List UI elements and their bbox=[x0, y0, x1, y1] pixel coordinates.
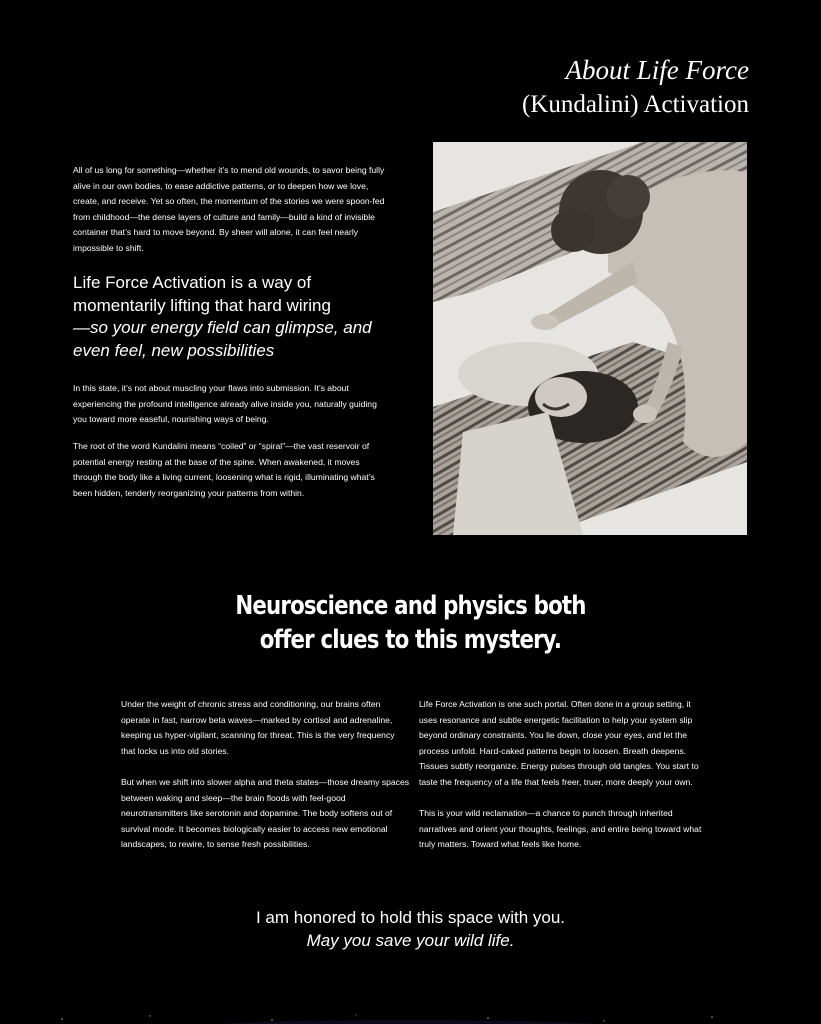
pull-quote-plain: Life Force Activation is a way of momentarily lifting that hard wiring bbox=[73, 273, 331, 315]
session-photo-illustration bbox=[433, 142, 747, 535]
headline-line-1: Neuroscience and physics both bbox=[235, 591, 586, 621]
page-heading bbox=[522, 52, 749, 122]
left-text-column bbox=[121, 697, 411, 869]
closing-statement bbox=[0, 906, 821, 952]
closing-line-2: May you save your wild life. bbox=[306, 931, 515, 950]
pull-quote bbox=[73, 272, 403, 362]
right-paragraph-1: Life Force Activation is one such portal. Often done in a group setting, it uses resonance and subtle energetic facilitation to help your system slip beyond ordinary constraints. You lie down, close your eyes, and let the process unfold. Hard-caked patterns begin to loosen. Breath deepens. Tissues subtly reorganize. Energy pulses through old tangles. You start to taste the frequency of a life that feels freer, truer, more deeply your own. bbox=[419, 699, 699, 787]
closing-line-1: I am honored to hold this space with you. bbox=[255, 908, 565, 927]
heading-line-1: About Life Force bbox=[565, 55, 749, 85]
headline-line-2: offer clues to this mystery. bbox=[259, 625, 562, 655]
starfield-decoration bbox=[0, 1010, 821, 1024]
session-photo bbox=[433, 142, 747, 535]
heading-line-2: (Kundalini) Activation bbox=[521, 91, 749, 118]
section-headline bbox=[74, 589, 747, 657]
left-paragraph-1: Under the weight of chronic stress and conditioning, our brains often operate in fast, narrow beta waves—marked by cortisol and adrenaline, keeping us hyper-vigilant, scanning for threat. This is the very frequency that locks us into old stories. bbox=[121, 699, 395, 756]
right-text-column bbox=[419, 697, 709, 869]
left-paragraph-2: But when we shift into slower alpha and theta states—those dreamy spaces between waking and sleep—the brain floods with feel-good neurotransmitters like serotonin and dopamine. The body softens out of survival mode. It becomes biologically easier to access new emotional landscapes, to rewire, to sense fresh possibilities. bbox=[121, 776, 410, 850]
pull-quote-italic: —so your energy field can glimpse, and even feel, new possibilities bbox=[73, 318, 372, 360]
intro-paragraph: All of us long for something—whether it’s to mend old wounds, to savor being fully alive in our own bodies, to ease addictive patterns, or to deepen how we love, create, and receive. Yet so often, the momentum of the stories we were spoon-fed from childhood—the dense layers of culture and family—build a kind of invisible container that’s hard to move beyond. By sheer will alone, it can feel nearly impossible to shift. bbox=[73, 165, 385, 253]
paragraph-kundalini-root: The root of the word Kundalini means “coiled” or “spiral”—the vast reservoir of potential energy resting at the base of the spine. When awakened, it moves through the body like a living current, loosening what is rigid, illuminating what’s been hidden, tenderly reorganizing your patterns from within. bbox=[73, 441, 375, 498]
right-paragraph-2: This is your wild reclamation—a chance to punch through inherited narratives and orient your thoughts, feelings, and entire being toward what truly matters. Toward what feels like home. bbox=[419, 808, 702, 850]
paragraph-state: In this state, it’s not about muscling your flaws into submission. It’s about experiencing the profound intelligence already alive inside you, naturally guiding you toward more easeful, nourishing ways of being. bbox=[73, 383, 377, 425]
